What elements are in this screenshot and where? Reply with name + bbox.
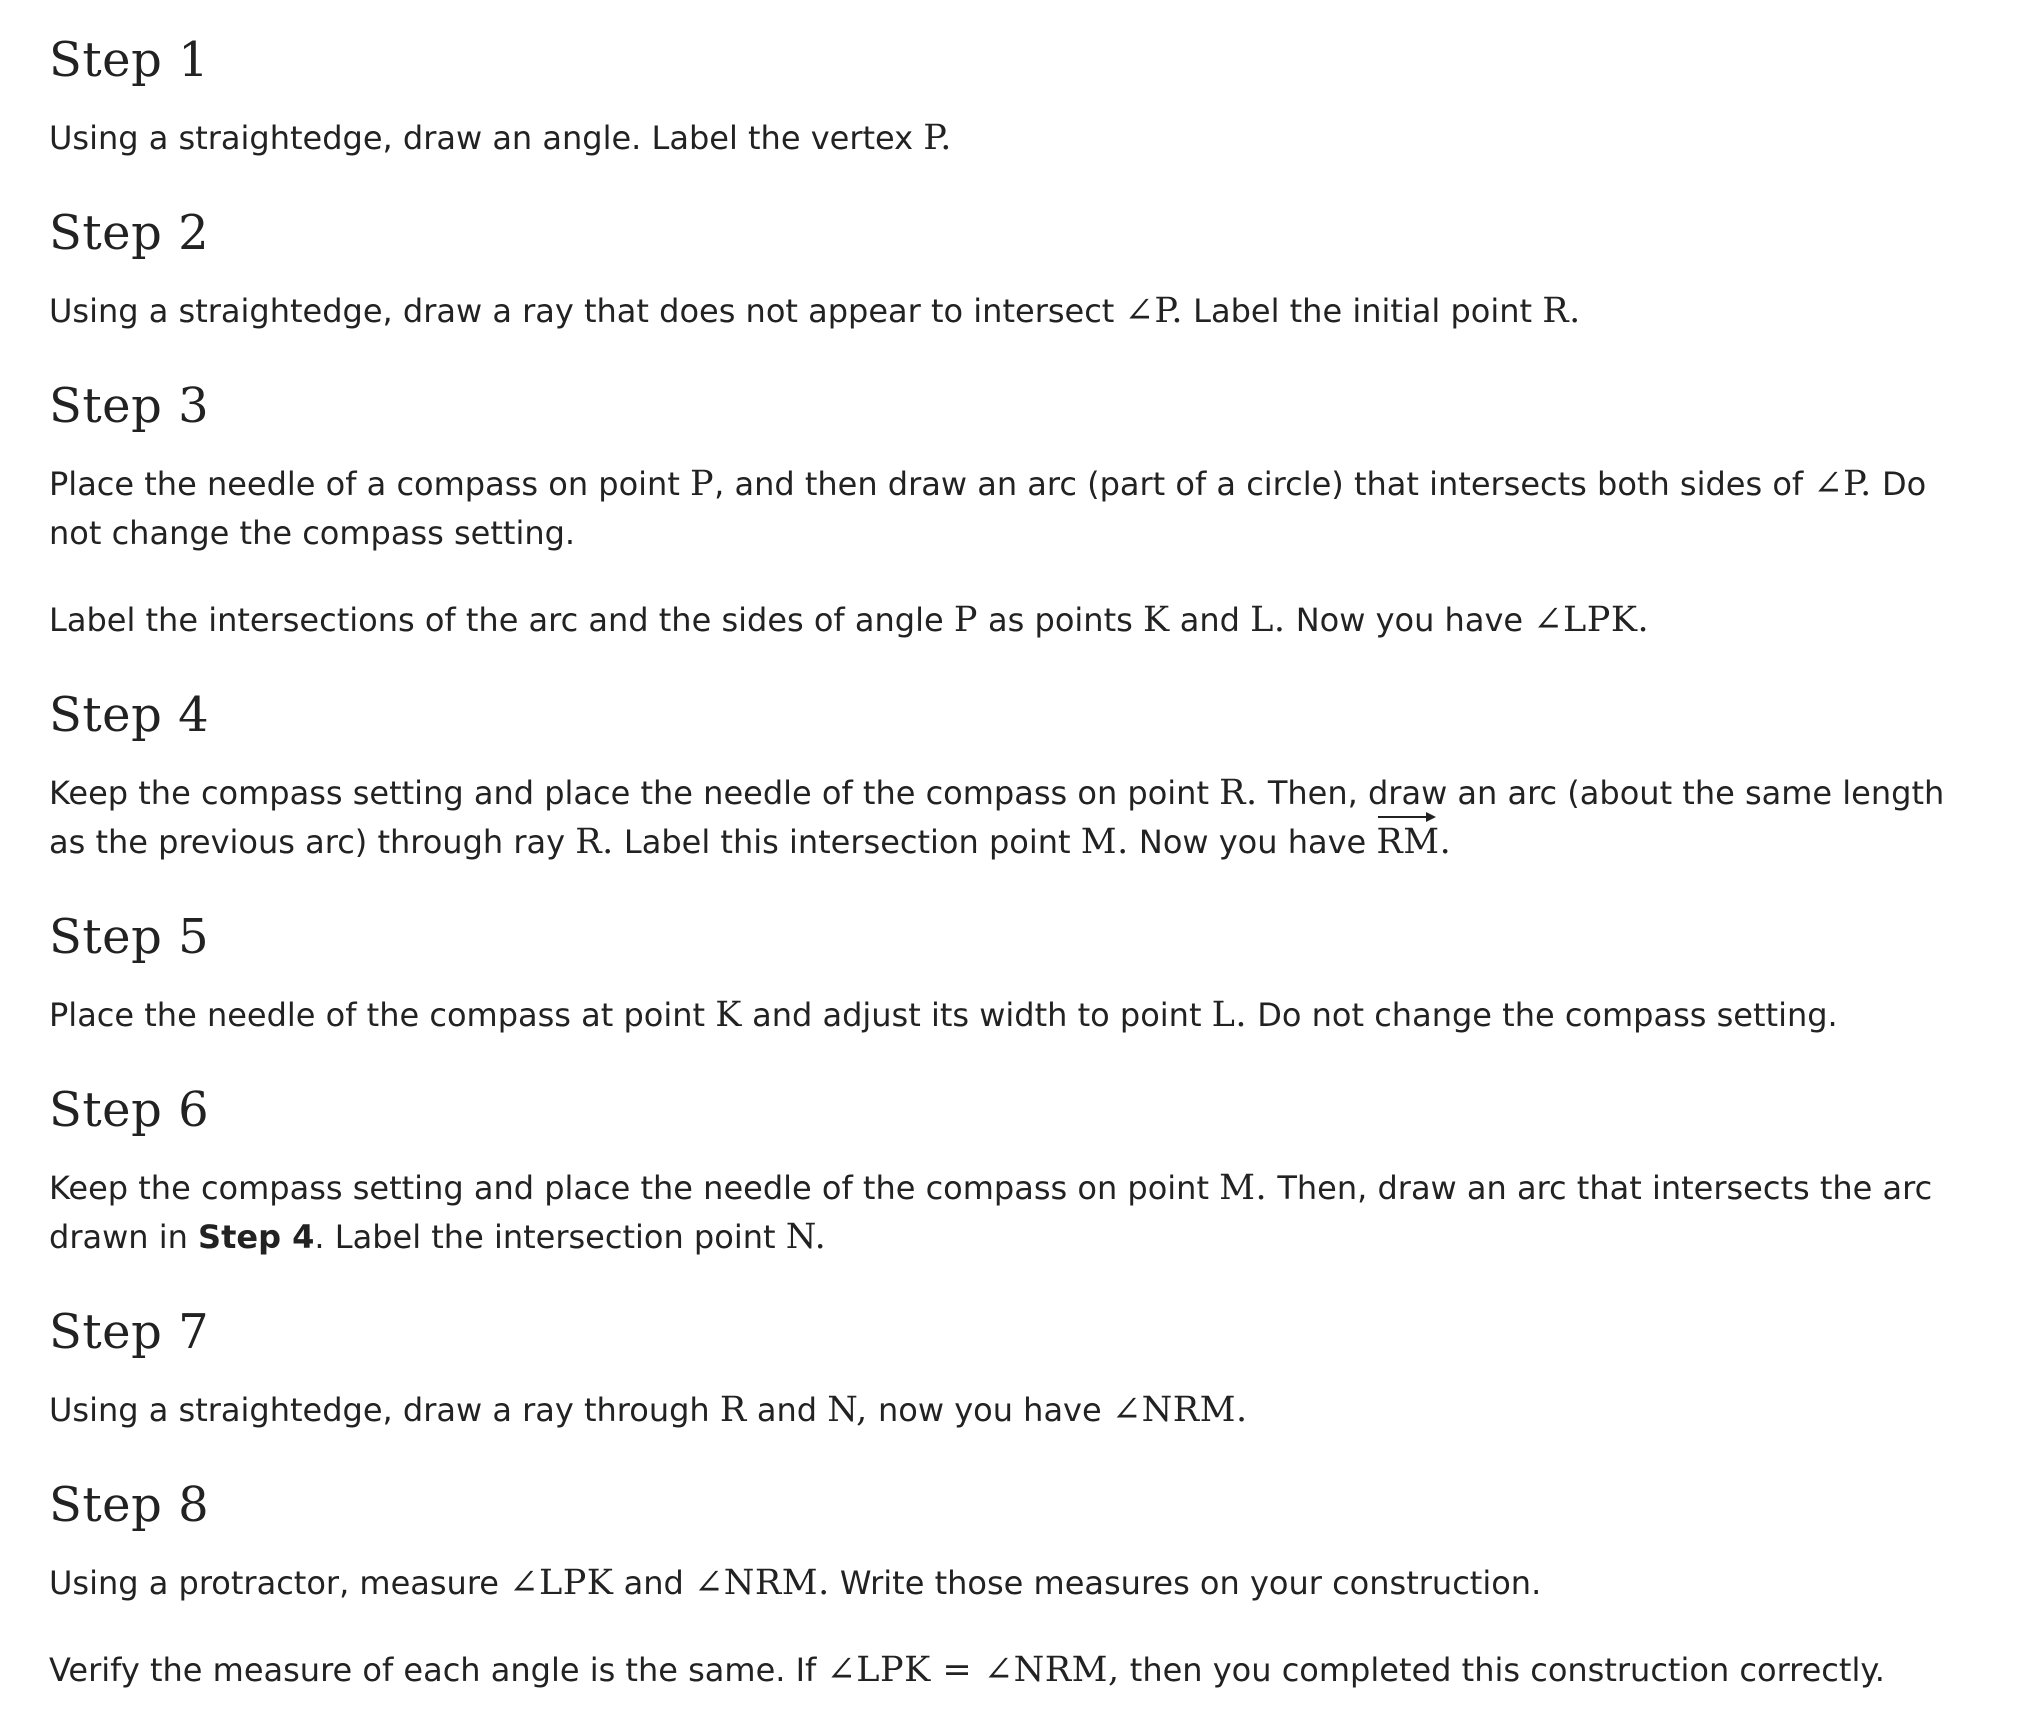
step-paragraph (49, 1386, 1969, 1435)
math-symbol: . (1236, 1390, 1248, 1430)
math-symbol: . (602, 822, 614, 862)
math-symbol: K (1142, 600, 1170, 640)
text-run: Now you have (1285, 601, 1534, 639)
step-section (49, 905, 1969, 1040)
math-symbol: . (818, 1563, 830, 1603)
text-run: Place the needle of a compass on point (49, 465, 691, 503)
math-symbol: . (940, 118, 952, 158)
math-symbol: . (1637, 600, 1650, 640)
step-paragraph (49, 460, 1969, 558)
math-symbol: R (575, 822, 603, 862)
step-section (49, 1300, 1969, 1435)
math-symbol: R (1542, 291, 1570, 331)
text-run: Using a straightedge, draw a ray that does not appear to intersect (49, 292, 1125, 330)
math-symbol: . (1255, 1168, 1268, 1208)
text-run: , and then draw an arc (part of a circle) that intersects both sides of (714, 465, 1814, 503)
text-run: Keep the compass setting and place the needle of the compass on point (49, 1169, 1220, 1207)
math-symbol: ∠P (1813, 464, 1861, 504)
step-paragraph (49, 991, 1969, 1040)
math-symbol: ∠NRM (693, 1563, 819, 1603)
text-run: Keep the compass setting and place the needle of the compass on point (49, 774, 1220, 812)
math-symbol: P (953, 600, 978, 640)
step-paragraph (49, 1164, 1969, 1262)
math-symbol: L (1211, 995, 1236, 1035)
math-symbol: R (719, 1390, 747, 1430)
step-title: Step 6 (49, 1082, 210, 1138)
step-paragraph (49, 1646, 1969, 1695)
text-run: . Label the intersection point (314, 1218, 786, 1256)
math-symbol: . (1860, 464, 1872, 504)
text-run: as points (977, 601, 1143, 639)
step-paragraph (49, 1559, 1969, 1608)
text-run: and (613, 1564, 694, 1602)
text-run: Do not change the compass setting. (49, 465, 1927, 552)
step-section (49, 28, 1969, 163)
text-run: Verify the measure of each angle is the same. If (49, 1651, 827, 1689)
step-section (49, 1473, 1969, 1695)
step-paragraph (49, 114, 1969, 163)
math-symbol: . (814, 1217, 827, 1257)
text-run: and adjust its width to point (741, 996, 1212, 1034)
text-run: Using a straightedge, draw an angle. Label the vertex (49, 119, 924, 157)
text-run: Write those measures on your construction. (829, 1564, 1542, 1602)
ray-notation (1376, 818, 1439, 867)
step-title: Step 2 (49, 205, 210, 261)
text-run: Then, draw an arc (about the same length as the previous arc) through ray (49, 774, 1945, 861)
math-symbol: ∠LPK = ∠NRM (826, 1650, 1108, 1690)
math-symbol: K (715, 995, 742, 1035)
step-paragraph (49, 769, 1969, 867)
text-run: Using a straightedge, draw a ray through (49, 1391, 720, 1429)
step-section (49, 201, 1969, 336)
math-symbol: . (1439, 822, 1452, 862)
math-symbol: , (1107, 1650, 1120, 1690)
text-run: Label the initial point (1182, 292, 1543, 330)
math-symbol: ∠NRM (1111, 1390, 1236, 1430)
step-title: Step 5 (49, 909, 210, 965)
math-symbol: M (1080, 822, 1118, 862)
text-run: and (1169, 601, 1251, 639)
math-symbol: . (1171, 291, 1183, 331)
step-paragraph (49, 596, 1969, 645)
text-run: now you have (867, 1391, 1112, 1429)
math-symbol: ∠LPK (1533, 600, 1638, 640)
step-title: Step 3 (49, 378, 210, 434)
math-symbol: . (1235, 995, 1248, 1035)
step-title: Step 8 (49, 1477, 210, 1533)
math-symbol: N (827, 1390, 857, 1430)
math-symbol: . (1273, 600, 1286, 640)
math-symbol: L (1250, 600, 1274, 640)
math-symbol: ∠P (1124, 291, 1172, 331)
ray-arrow-icon (1378, 812, 1435, 822)
step-title: Step 7 (49, 1304, 210, 1360)
text-run: and (746, 1391, 828, 1429)
math-symbol: . (1246, 773, 1258, 813)
step-paragraph (49, 287, 1969, 336)
text-run: Place the needle of the compass at point (49, 996, 716, 1034)
ray-label: RM (1376, 822, 1440, 862)
text-run: Do not change the compass setting. (1247, 996, 1838, 1034)
math-symbol: R (1219, 773, 1247, 813)
math-symbol: N (785, 1217, 815, 1257)
math-symbol: . (1117, 822, 1129, 862)
math-symbol: , (856, 1390, 868, 1430)
text-run: Label this intersection point (613, 823, 1081, 861)
text-run: Now you have (1128, 823, 1377, 861)
math-symbol: M (1219, 1168, 1256, 1208)
text-run: Using a protractor, measure (49, 1564, 510, 1602)
text-run: Label the intersections of the arc and the sides of angle (49, 601, 954, 639)
step-title: Step 1 (49, 32, 210, 88)
step-section (49, 1078, 1969, 1262)
bold-reference: Step 4 (198, 1218, 315, 1256)
math-symbol: . (1569, 291, 1581, 331)
text-run: then you completed this construction correctly. (1119, 1651, 1885, 1689)
text-run: Then, draw an arc that intersects the arc drawn in (49, 1169, 1933, 1256)
step-title: Step 4 (49, 687, 210, 743)
math-symbol: ∠LPK (509, 1563, 614, 1603)
step-section (49, 683, 1969, 867)
step-section (49, 374, 1969, 645)
instructions-document (49, 28, 1969, 1733)
math-symbol: P (690, 464, 715, 504)
math-symbol: P (923, 118, 941, 158)
